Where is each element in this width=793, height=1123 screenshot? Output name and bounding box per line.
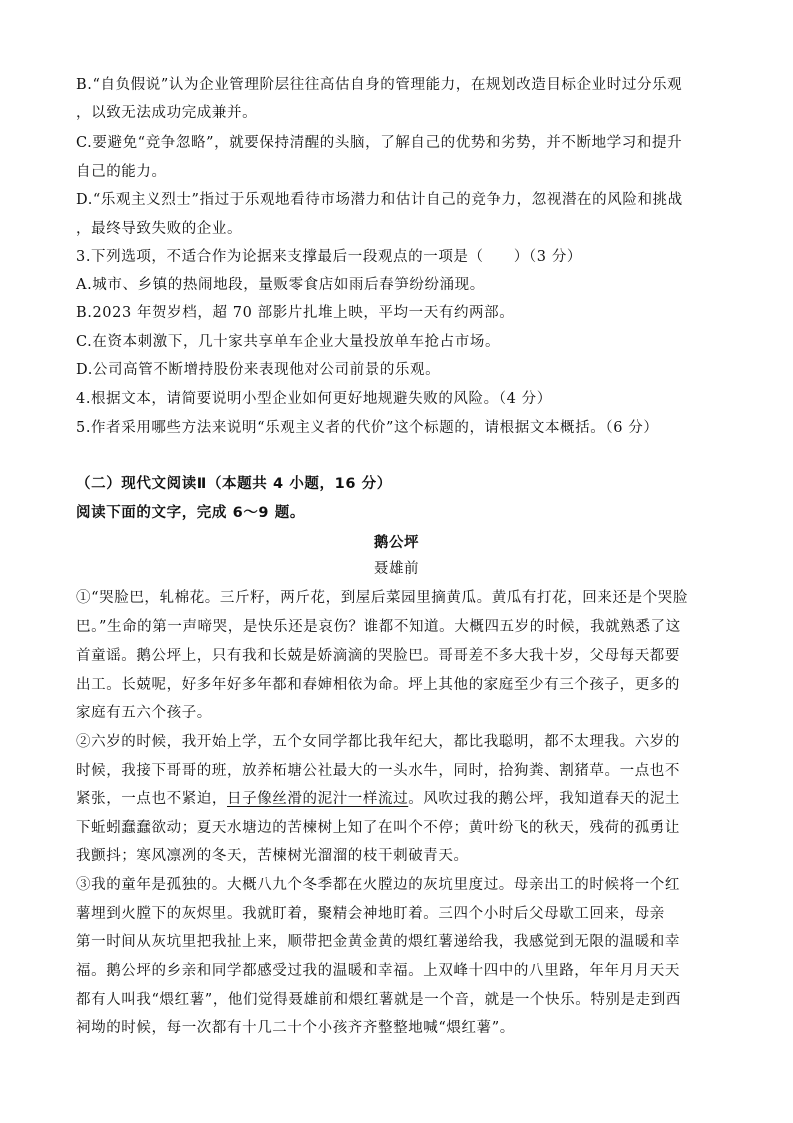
paragraph-3-line: 薯埋到火膛下的灰烬里。我就盯着，聚精会神地盯着。三四个小时后父母歇工回来，母亲	[76, 906, 665, 922]
option-c-line-1: C.要避免“竞争忽略”，就要保持清醒的头脑，了解自己的优势和劣势，并不断地学习和提升	[76, 135, 683, 151]
paragraph-2-line: ②六岁的时候，我开始上学，五个女同学都比我年纪大，都比我聪明，都不太理我。六岁的	[76, 734, 680, 750]
option-b-line-2: ，以致无法成功完成兼并。	[76, 105, 258, 121]
paragraph-2-line	[76, 789, 726, 809]
paragraph-1-line: 巴。”生命的第一声啼哭，是快乐还是哀伤？谁都不知道。大概四五岁的时候，我就熟悉了这	[76, 619, 681, 635]
paragraph-2-text: 。风吹过我的鹅公坪，我知道春天的泥土	[408, 791, 681, 807]
paragraph-3-line: 都有人叫我“煨红薯”，他们觉得聂雄前和煨红薯就是一个音，就是一个快乐。特别是走到西	[76, 992, 681, 1008]
q3-option-c: C.在资本刺激下，几十家共享单车企业大量投放单车抢占市场。	[76, 334, 501, 350]
reading-instruction: 阅读下面的文字，完成 6～9 题。	[76, 505, 305, 521]
paragraph-1-line: 出工。长兢呢，好多年好多年都和春婶相依为命。坪上其他的家庭至少有三个孩子，更多的	[76, 677, 680, 693]
paragraph-3-line: ③我的童年是孤独的。大概八九个冬季都在火膛边的灰坑里度过。母亲出工的时候将一个红	[76, 877, 680, 893]
option-c-line-2: 自己的能力。	[76, 164, 167, 180]
option-d-line-2: ，最终导致失败的企业。	[76, 221, 243, 237]
question-5: 5.作者采用哪些方法来说明“乐观主义者的代价”这个标题的，请根据文本概括。（6 分）	[76, 420, 659, 436]
option-b-line-1: B.“自负假说”认为企业管理阶层往往高估自身的管理能力，在规划改造目标企业时过分乐观	[76, 77, 683, 93]
question-4: 4.根据文本，请简要说明小型企业如何更好地规避失败的风险。（4 分）	[76, 391, 552, 407]
option-d-line-1: D.“乐观主义烈士”指过于乐观地看待市场潜力和估计自己的竞争力，忽视潜在的风险和挑战	[76, 192, 683, 208]
paragraph-3-line: 福。鹅公坪的乡亲和同学都感受过我的温暖和幸福。上双峰十四中的八里路，年年月月天天	[76, 963, 680, 979]
question-3: 3.下列选项，不适合作为论据来支撑最后一段观点的一项是（ ）（3 分）	[76, 249, 583, 265]
paragraph-2-line: 我颤抖；寒风凛冽的冬天，苦楝树光溜溜的枝干刺破青天。	[76, 848, 469, 864]
section-heading: （二）现代文阅读Ⅱ（本题共 4 小题，16 分）	[76, 476, 392, 492]
article-author: 聂雄前	[373, 561, 420, 577]
q3-option-a: A.城市、乡镇的热闹地段，量贩零食店如雨后春笋纷纷涌现。	[76, 277, 485, 293]
paragraph-1-line: 首童谣。鹅公坪上，只有我和长兢是娇滴滴的哭脸巴。哥哥差不多大我十岁，父母每天都要	[76, 648, 680, 664]
paragraph-3-line: 第一时间从灰坑里把我扯上来，顺带把金黄金黄的煨红薯递给我，我感觉到无限的温暖和幸	[76, 934, 680, 950]
article-title: 鹅公坪	[373, 535, 420, 551]
underlined-sentence: 日子像丝滑的泥汁一样流过	[227, 791, 409, 807]
paragraph-1-line: 家庭有五六个孩子。	[76, 705, 212, 721]
paragraph-2-line: 下蚯蚓蠢蠢欲动；夏天水塘边的苦楝树上知了在叫个不停；黄叶纷飞的秋天，残荷的孤勇让	[76, 820, 680, 836]
q3-option-d: D.公司高管不断增持股份来表现他对公司前景的乐观。	[76, 362, 441, 378]
paragraph-2-line: 时候，我接下哥哥的班，放养柘塘公社最大的一头水牛，同时，拾狗粪、割猪草。一点也不	[76, 763, 680, 779]
q3-option-b: B.2023 年贺岁档，超 70 部影片扎堆上映，平均一天有约两部。	[76, 305, 515, 321]
paragraph-1-line: ①“哭脸巴，轧棉花。三斤籽，两斤花，到屋后菜园里摘黄瓜。黄瓜有打花，回来还是个哭脸	[76, 590, 689, 606]
paragraph-2-text: 紧张，一点也不紧迫，	[76, 791, 227, 807]
paragraph-3-line: 祠坳的时候，每一次都有十几二十个小孩齐齐整整地喊“煨红薯”。	[76, 1020, 515, 1036]
